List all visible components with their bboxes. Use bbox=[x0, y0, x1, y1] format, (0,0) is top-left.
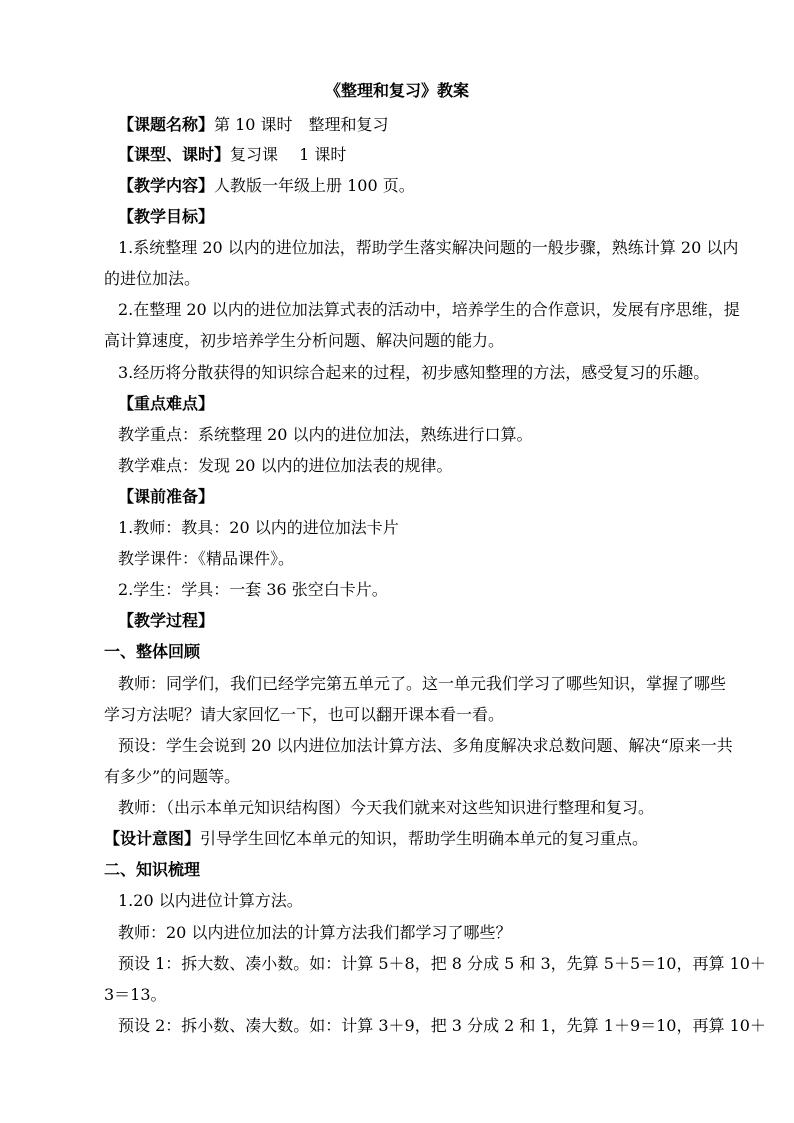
process-heading: 【教学过程】 bbox=[118, 611, 215, 630]
preparation-heading: 【课前准备】 bbox=[118, 487, 215, 506]
goal-1-line-2: 的进位加法。 bbox=[104, 269, 201, 288]
goals-heading: 【教学目标】 bbox=[118, 207, 215, 226]
lesson-content-label: 【教学内容】 bbox=[118, 176, 215, 195]
lesson-content-line bbox=[118, 175, 738, 197]
section-1-preset-line-1: 预设：学生会说到 20 以内进位加法计算方法、多角度解决求总数问题、解决“原来一共 bbox=[118, 736, 733, 755]
goal-1-line-1: 1.系统整理 20 以内的进位加法，帮助学生落实解决问题的一般步骤，熟练计算 20 以内 bbox=[118, 238, 739, 257]
preparation-student: 2.学生：学具：一套 36 张空白卡片。 bbox=[118, 580, 388, 599]
section-2-heading: 二、知识梳理 bbox=[104, 860, 201, 879]
section-1-teacher-2: 教师：（出示本单元知识结构图）今天我们就来对这些知识进行整理和复习。 bbox=[118, 798, 655, 817]
goal-2-line-1: 2.在整理 20 以内的进位加法算式表的活动中，培养学生的合作意识，发展有序思维，提 bbox=[118, 300, 740, 319]
lesson-type-label: 【课型、课时】 bbox=[118, 145, 231, 164]
lesson-name-line bbox=[118, 114, 738, 136]
design-intent-line bbox=[104, 828, 724, 850]
section-2-preset-1-line-2: 3＝13。 bbox=[104, 985, 167, 1004]
section-1-teacher-line-2: 学习方法呢？请大家回忆一下，也可以翻开课本看一看。 bbox=[104, 705, 505, 724]
section-2-preset-2-line-1: 预设 2：拆小数、凑大数。如：计算 3＋9，把 3 分成 2 和 1，先算 1＋9＝10，再算 10＋ bbox=[118, 1016, 766, 1035]
lesson-name-value: 第 10 课时 整理和复习 bbox=[214, 115, 389, 134]
section-2-item-1: 1.20 以内进位计算方法。 bbox=[118, 891, 303, 910]
teaching-difficulty: 教学难点：发现 20 以内的进位加法表的规律。 bbox=[118, 456, 453, 475]
section-1-preset-line-2: 有多少”的问题等。 bbox=[104, 767, 241, 786]
section-1-teacher-line-1: 教师：同学们，我们已经学完第五单元了。这一单元我们学习了哪些知识，掌握了哪些 bbox=[118, 674, 727, 693]
goal-2-line-2: 高计算速度，初步培养学生分析问题、解决问题的能力。 bbox=[104, 331, 505, 350]
lesson-content-value: 人教版一年级上册 100 页。 bbox=[214, 176, 415, 195]
design-intent-label: 【设计意图】 bbox=[104, 829, 201, 848]
teaching-focus: 教学重点：系统整理 20 以内的进位加法，熟练进行口算。 bbox=[118, 425, 533, 444]
section-2-preset-1-line-1: 预设 1：拆大数、凑小数。如：计算 5＋8，把 8 分成 5 和 3，先算 5＋5＝10，再算 10＋ bbox=[118, 954, 766, 973]
design-intent-value: 引导学生回忆本单元的知识，帮助学生明确本单元的复习重点。 bbox=[200, 829, 649, 848]
section-1-heading: 一、整体回顾 bbox=[104, 642, 201, 661]
lesson-type-value: 复习课 1 课时 bbox=[230, 145, 347, 164]
section-2-teacher: 教师：20 以内进位加法的计算方法我们都学习了哪些？ bbox=[118, 923, 512, 942]
lesson-type-line bbox=[118, 144, 738, 166]
preparation-courseware: 教学课件：《精品课件》。 bbox=[118, 549, 295, 568]
document-title: 《整理和复习》教案 bbox=[324, 81, 469, 100]
preparation-teacher: 1.教师：教具：20 以内的进位加法卡片 bbox=[118, 518, 399, 537]
goal-3: 3.经历将分散获得的知识综合起来的过程，初步感知整理的方法，感受复习的乐趣。 bbox=[118, 363, 710, 382]
key-points-heading: 【重点难点】 bbox=[118, 394, 215, 413]
lesson-name-label: 【课题名称】 bbox=[118, 115, 215, 134]
